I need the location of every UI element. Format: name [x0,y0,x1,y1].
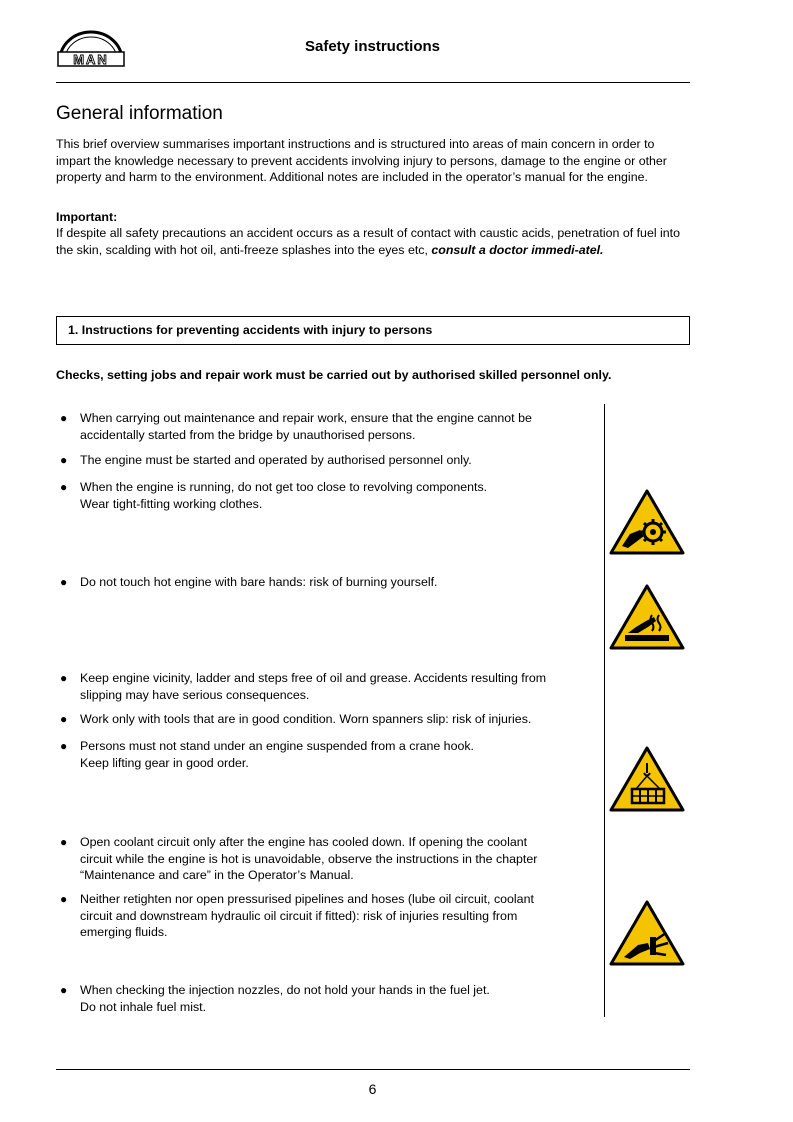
bullet-text: When the engine is running, do not get too close to revolving components. Wear tight-fitting working clothes. [80,480,488,511]
bullet-text: Neither retighten nor open pressurised pipelines and hoses (lube oil circuit, coolant circuit and downstream hydraulic oil circuit if fitted): risk of injuries resulting from emerging fluids. [80,892,534,940]
bullet-text: Open coolant circuit only after the engine has cooled down. If opening the coolant circuit while the engine is hot is unavoidable, observe the instructions in the chapter “Maintenance and care” in the Operator’s Manual. [80,835,538,883]
bullet-glyph: ● [60,739,68,753]
logo-text: MAN [73,52,109,67]
important-emphasis: consult a doctor immedi-atel. [431,242,604,257]
bullet-text: Keep engine vicinity, ladder and steps free of oil and grease. Accidents resulting from slipping may have serious consequences. [80,671,547,702]
bullet-glyph: ● [60,835,68,849]
bullet-text: When carrying out maintenance and repair work, ensure that the engine cannot be accidentally started from the bridge by unauthorised persons. [80,411,532,442]
bullet-text: Persons must not stand under an engine suspended from a crane hook. Keep lifting gear in good order. [80,739,474,770]
intro-paragraph: This brief overview summarises important instructions and is structured into areas of main concern in order to impart the knowledge necessary to prevent accidents involving injury to persons, damage to the engine or other property and harm to the environment. Additional notes are included in the operator’s manual for the engine. [56,137,667,185]
bullet-text: Work only with tools that are in good condition. Worn spanners slip: risk of injuries. [80,712,532,726]
hot-surface-warning-icon [608,583,686,651]
important-label: Important: [56,210,118,224]
bullet-text: The engine must be started and operated by authorised personnel only. [80,453,472,467]
bullet-glyph: ● [60,575,68,589]
bullet-glyph: ● [60,712,68,726]
bullet-glyph: ● [60,671,68,685]
important-paragraph [56,225,692,258]
bullet-glyph: ● [60,892,68,906]
personnel-note: Checks, setting jobs and repair work must be carried out by authorised skilled personnel only. [56,368,612,382]
important-text: If despite all safety precautions an accident occurs as a result of contact with caustic acids, penetration of fuel into the skin, scalding with hot oil, anti-freeze splashes into the eyes etc, [56,226,681,257]
bullet-text: When checking the injection nozzles, do not hold your hands in the fuel jet. Do not inhale fuel mist. [80,983,490,1014]
page-number: 6 [368,1081,377,1097]
suspended-load-warning-icon [608,745,686,813]
footer-divider [56,1069,690,1070]
subsection-title: 1. Instructions for preventing accidents with injury to persons [68,323,433,337]
bullet-glyph: ● [60,411,68,425]
fluid-jet-warning-icon [608,899,686,967]
rotating-parts-warning-icon [608,488,686,556]
bullet-text: Do not touch hot engine with bare hands: risk of burning yourself. [80,575,438,589]
header-title: Safety instructions [304,38,441,55]
header-divider [56,82,690,83]
section-heading: General information [56,103,223,124]
bullet-glyph: ● [60,983,68,997]
bullet-glyph: ● [60,453,68,467]
bullet-glyph: ● [60,480,68,494]
vertical-divider [604,404,605,1017]
